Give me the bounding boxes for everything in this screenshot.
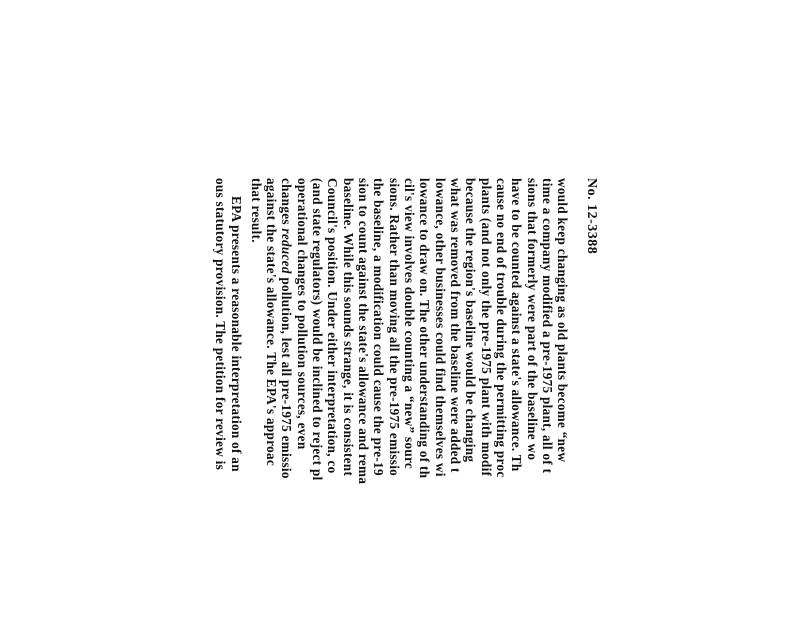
text-line: plants (and not only the pre-1975 plant with modif [479,178,494,477]
text-line: cil's view involves double counting a “new” sourc [402,178,417,470]
text-line: EPA presents a reasonable interpretation of an [229,196,244,472]
text-line [279,178,293,479]
case-number: No. 12-3388 [584,178,599,255]
text-line: lowance to draw on. The other understanding of th [417,178,432,479]
rotated-text-block [209,178,599,618]
text-line: lowance, other businesses could find themselves wi [433,178,448,477]
text-line: would keep changing as old plants become “new [555,178,570,463]
text-line: have to be counted against a state's allowance. Th [509,178,524,472]
text-line: the baseline, a modification could cause the pre-19 [371,178,386,476]
text-line: because the region's baseline would be changing [463,178,478,463]
text-line: ous statutory provision. The petition for review is [213,178,228,471]
text-line: Council's position. Under either interpretation, co [325,178,340,474]
text-fragment: pollution, lest all pre-1975 emissio [279,273,294,479]
text-line: against the state's allowance. The EPA's approac [264,178,279,467]
text-line: time a company modified a pre-1975 plant, all of t [540,178,555,474]
text-line: that result. [249,178,264,243]
text-line: cause no end of trouble during the permitting proc [494,178,509,478]
text-line: sion to count against the state's allowance and rema [356,178,371,485]
text-line: sions. Rather than moving all the pre-1975 emissio [387,178,402,477]
italic-word: reduced [279,228,294,274]
text-line: operational changes to pollution sources, even [295,178,310,450]
text-line: what was removed from the baseline were added t [448,178,463,473]
text-fragment: changes [279,178,294,229]
text-line: (and state regulators) would be inclined to reject pl [310,178,325,481]
text-line: baseline. While this sounds strange, it is consistent [341,178,356,477]
text-line: sions that formerly were part of the baseline wo [525,178,540,461]
